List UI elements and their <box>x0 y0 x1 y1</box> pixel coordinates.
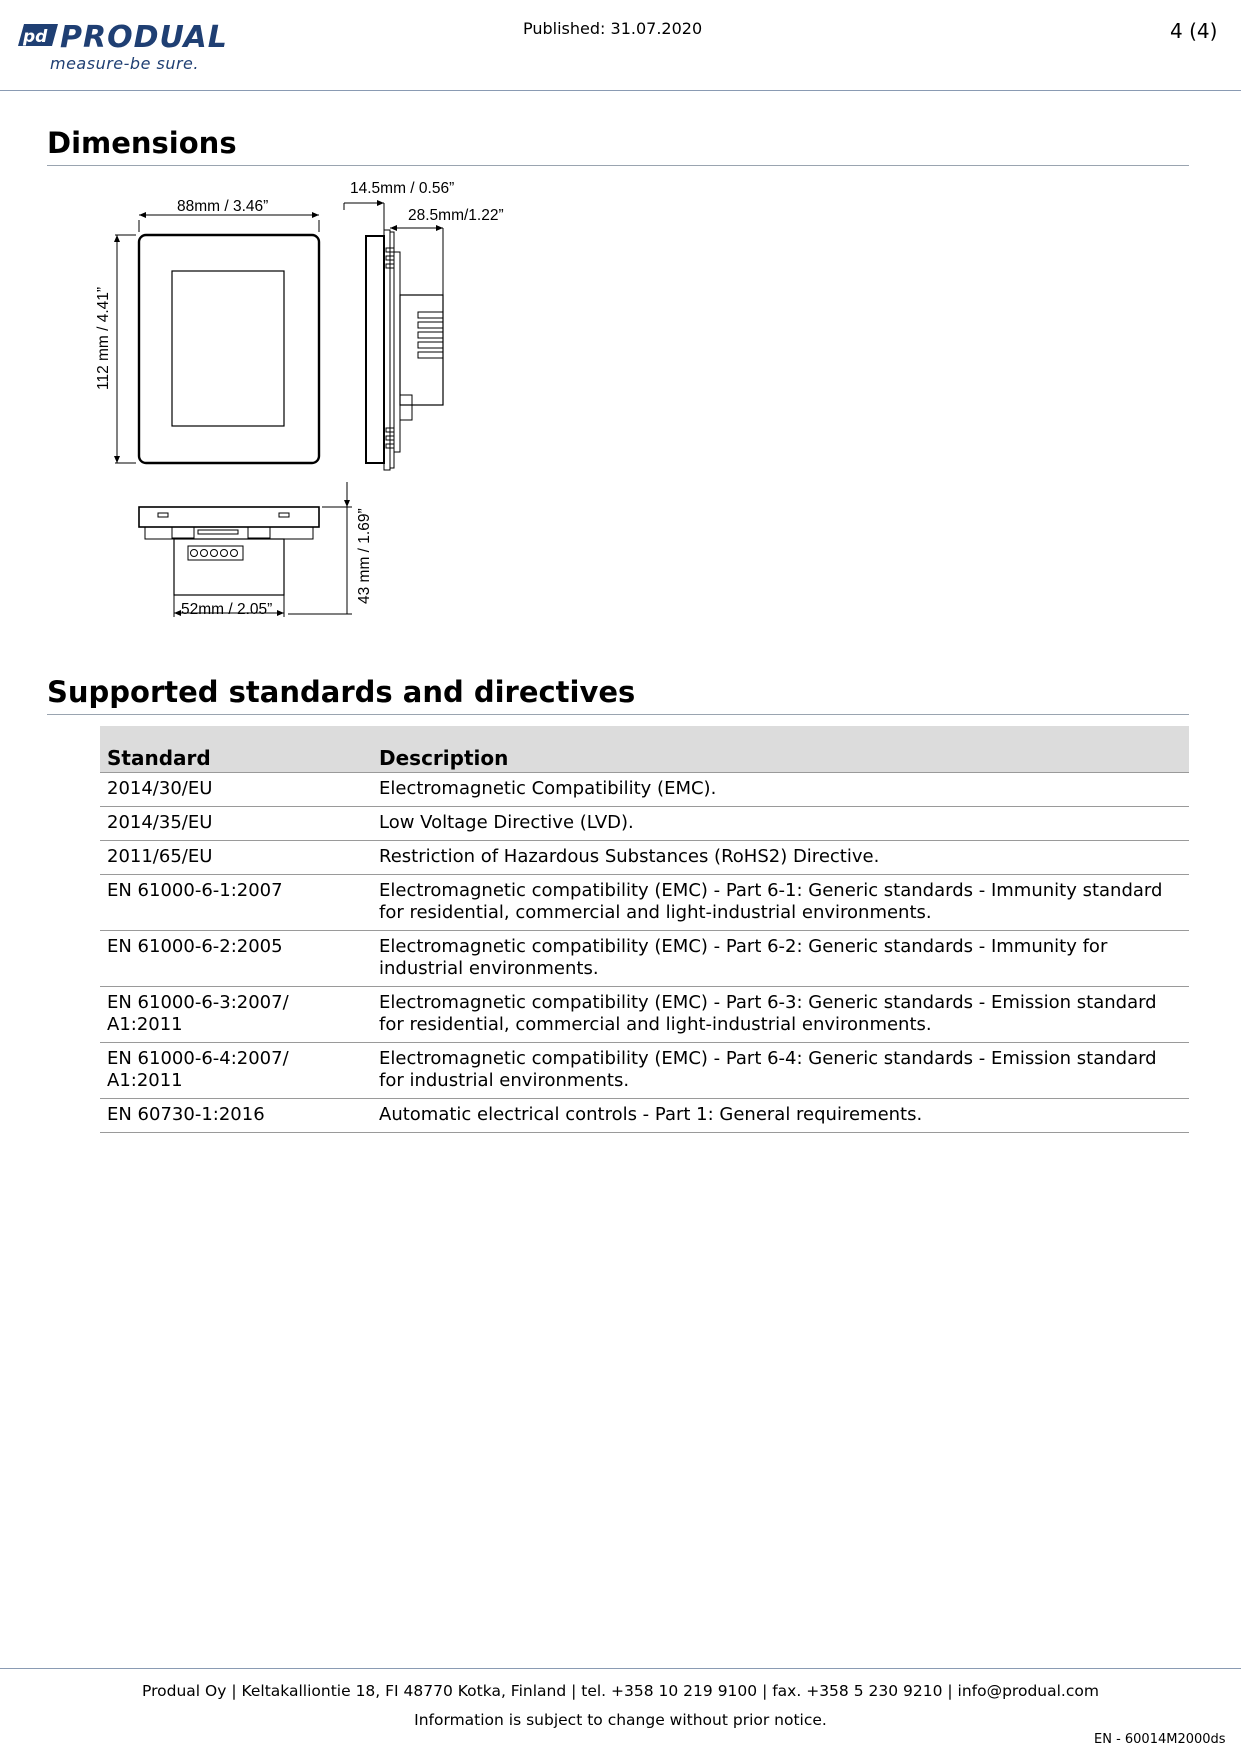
description-cell: Electromagnetic compatibility (EMC) - Part 6-1: Generic standards - Immunity standard for residential, commercial and light-industrial environments. <box>372 875 1189 931</box>
column-header-standard: Standard <box>100 726 372 773</box>
standard-cell: EN 61000-6-2:2005 <box>100 931 372 987</box>
brand-name: PRODUAL <box>60 20 228 55</box>
description-cell: Low Voltage Directive (LVD). <box>372 807 1189 841</box>
description-cell: Electromagnetic Compatibility (EMC). <box>372 773 1189 807</box>
document-code: EN - 60014M2000ds <box>1094 1732 1226 1747</box>
table-row <box>100 841 1189 875</box>
table-row <box>100 1099 1189 1133</box>
footer-contact: Produal Oy | Keltakalliontie 18, FI 48770 Kotka, Finland | tel. +358 10 219 9100 | fax. +358 5 230 9210 | info@produal.com <box>142 1682 1099 1700</box>
dimensions-drawing <box>90 170 530 630</box>
dim-width-bottom: 52mm / 2.05” <box>181 601 273 618</box>
standards-divider <box>47 714 1189 715</box>
produal-logo-icon <box>18 20 60 52</box>
dim-width-front: 88mm / 3.46” <box>177 198 269 215</box>
page-number: 4 (4) <box>1170 19 1218 43</box>
table-row <box>100 875 1189 931</box>
table-row <box>100 1043 1189 1099</box>
tagline: measure-be sure. <box>50 54 199 73</box>
column-header-description: Description <box>372 726 1189 773</box>
standards-table <box>100 726 1189 1133</box>
description-cell: Automatic electrical controls - Part 1: General requirements. <box>372 1099 1189 1133</box>
footer-notice: Information is subject to change without prior notice. <box>414 1711 827 1729</box>
dimensions-divider <box>47 165 1189 166</box>
produal-logo <box>18 20 228 76</box>
standard-cell: EN 60730-1:2016 <box>100 1099 372 1133</box>
table-row <box>100 987 1189 1043</box>
table-row <box>100 931 1189 987</box>
dim-depth-total: 14.5mm / 0.56” <box>350 180 455 197</box>
table-header-row <box>100 726 1189 773</box>
dim-depth-back: 28.5mm/1.22” <box>408 207 504 224</box>
standards-heading: Supported standards and directives <box>47 675 636 709</box>
standard-cell: EN 61000-6-1:2007 <box>100 875 372 931</box>
standard-cell: 2011/65/EU <box>100 841 372 875</box>
side-view <box>344 200 443 470</box>
description-cell: Electromagnetic compatibility (EMC) - Part 6-3: Generic standards - Emission standard for residential, commercial and light-industrial environments. <box>372 987 1189 1043</box>
description-cell: Electromagnetic compatibility (EMC) - Part 6-2: Generic standards - Immunity for industrial environments. <box>372 931 1189 987</box>
description-cell: Electromagnetic compatibility (EMC) - Part 6-4: Generic standards - Emission standard for industrial environments. <box>372 1043 1189 1099</box>
footer-divider <box>0 1668 1241 1669</box>
standard-cell: 2014/30/EU <box>100 773 372 807</box>
description-cell: Restriction of Hazardous Substances (RoHS2) Directive. <box>372 841 1189 875</box>
bottom-view <box>139 482 352 617</box>
dim-height-bottom: 43 mm / 1.69” <box>356 508 373 604</box>
dimensions-heading: Dimensions <box>47 126 237 160</box>
svg-text:pd: pd <box>23 27 48 47</box>
table-row <box>100 807 1189 841</box>
dim-height-front: 112 mm / 4.41” <box>95 286 112 390</box>
standard-cell: EN 61000-6-3:2007/ A1:2011 <box>100 987 372 1043</box>
standard-cell: EN 61000-6-4:2007/ A1:2011 <box>100 1043 372 1099</box>
published-date: Published: 31.07.2020 <box>523 19 703 38</box>
table-row <box>100 773 1189 807</box>
front-view <box>114 212 319 463</box>
header-divider <box>0 90 1241 91</box>
standard-cell: 2014/35/EU <box>100 807 372 841</box>
